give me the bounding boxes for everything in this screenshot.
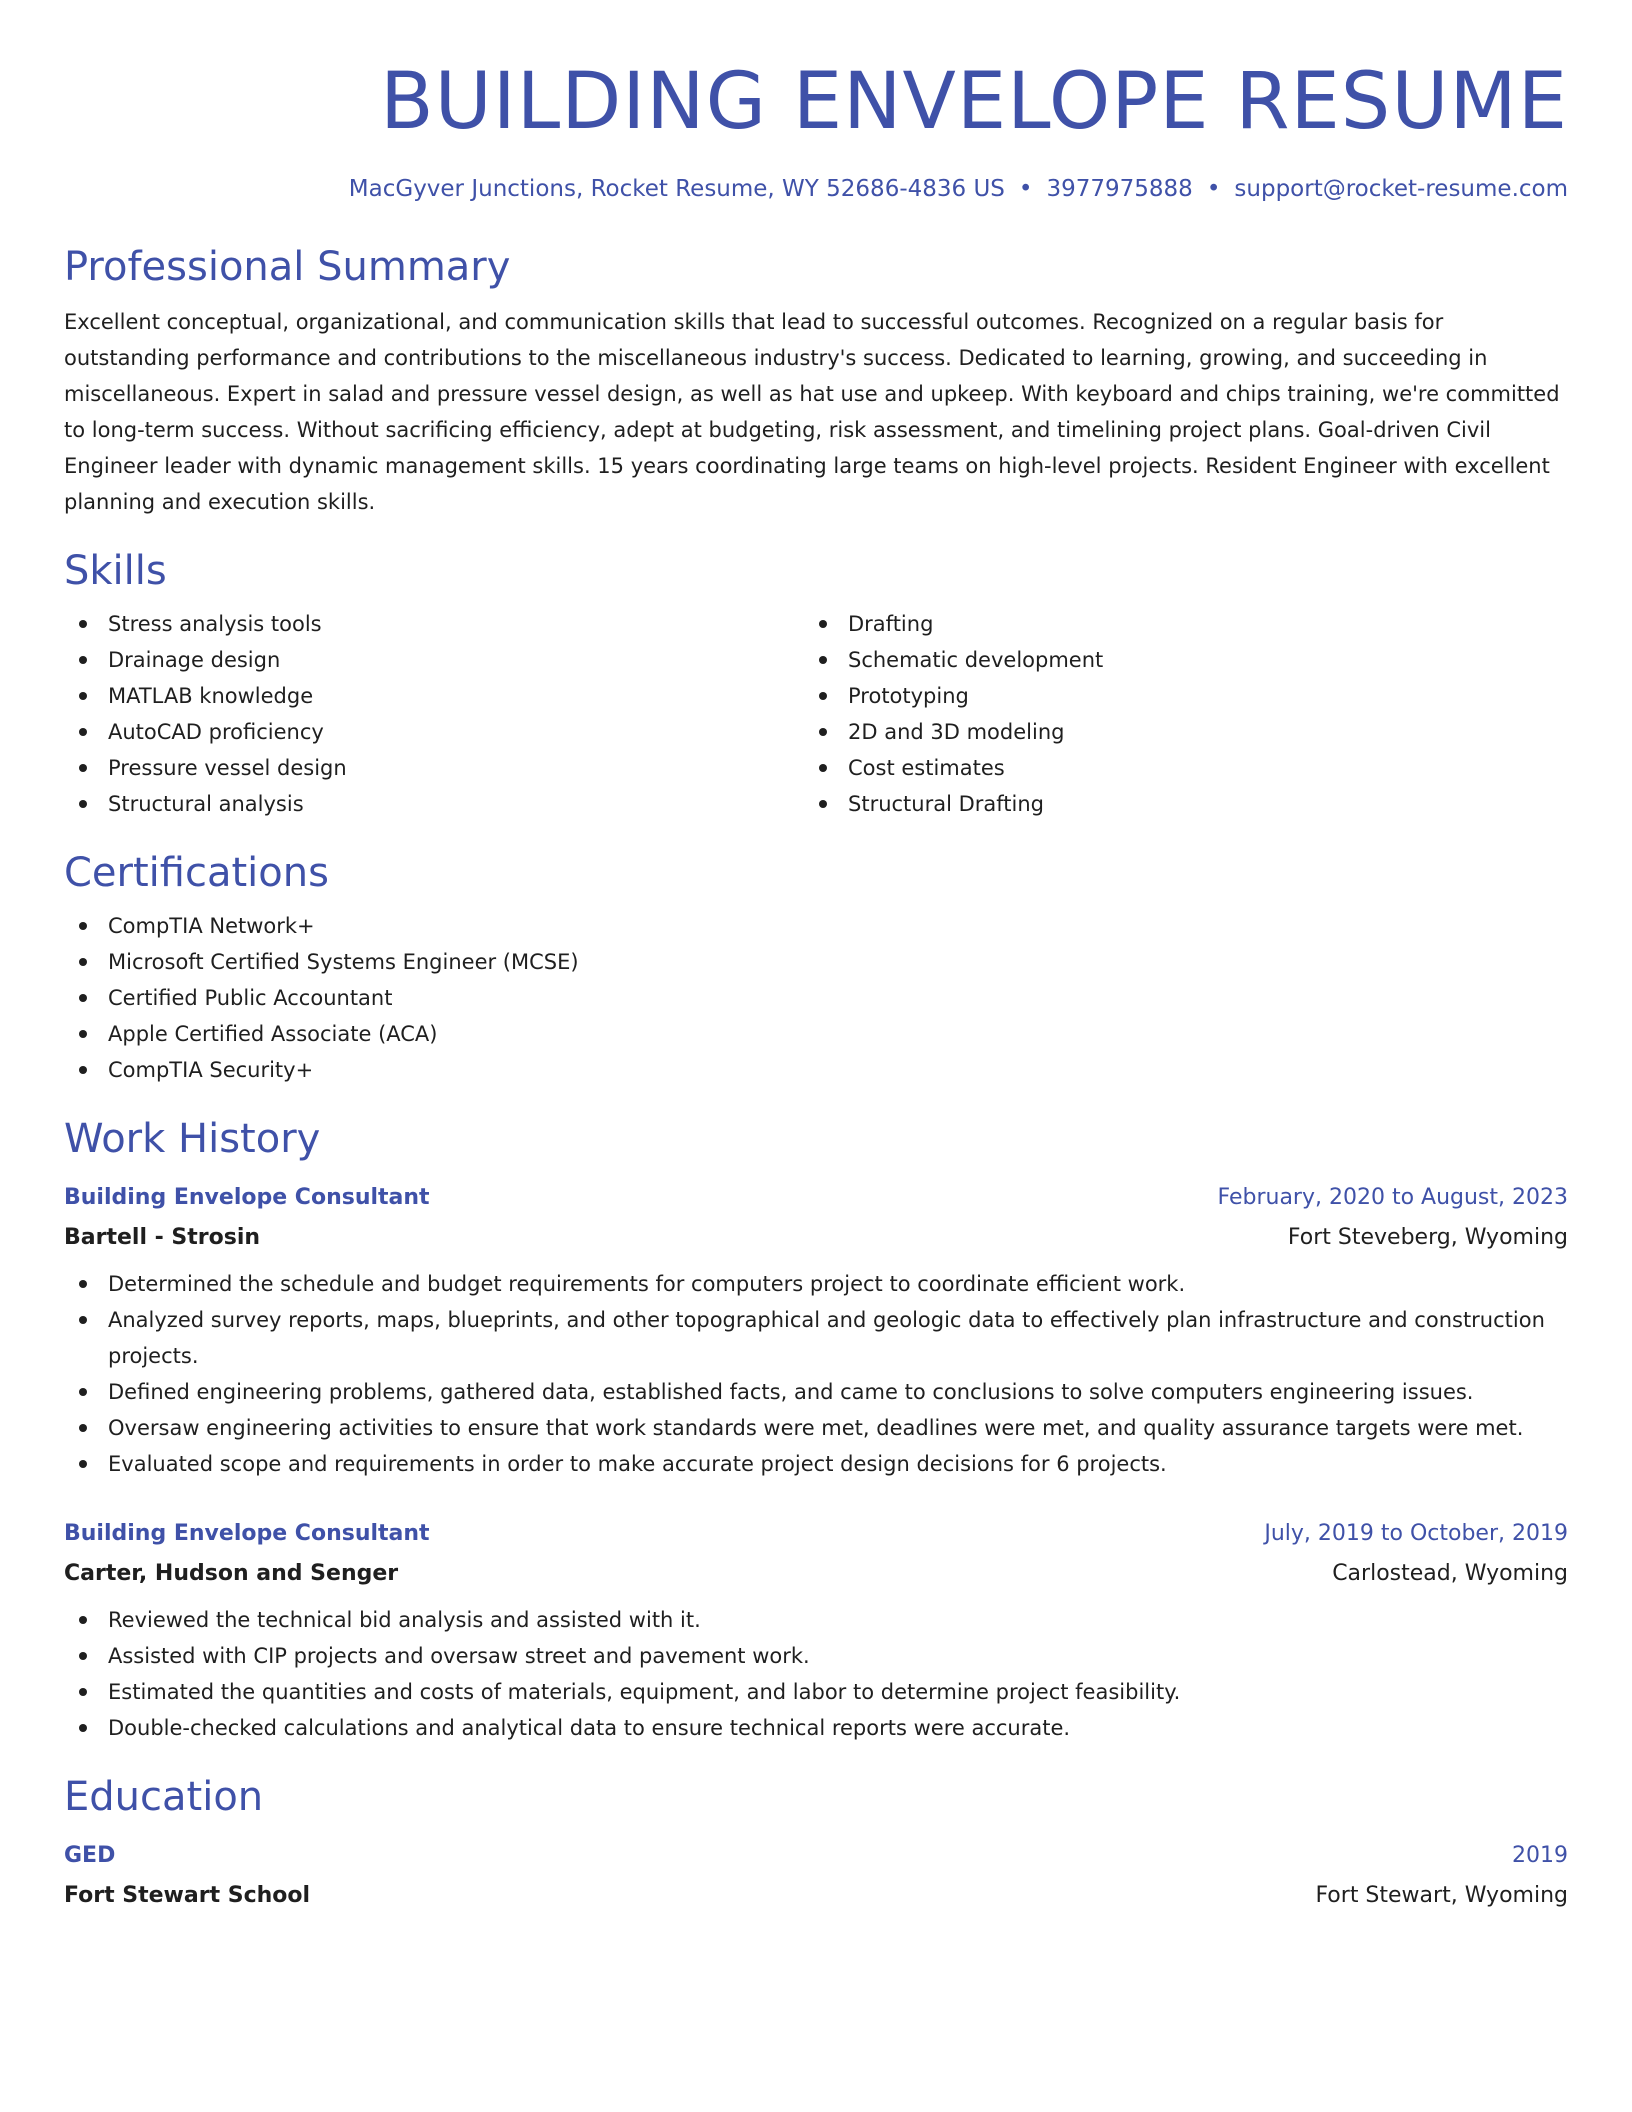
certification-item: Apple Certified Associate (ACA) <box>64 1016 1568 1052</box>
certifications-list <box>64 908 1568 1088</box>
skills-heading: Skills <box>64 548 167 594</box>
job-duty-item: Determined the schedule and budget requirements for computers project to coordinate efficient work. <box>64 1266 1568 1302</box>
job-duties-list <box>64 1602 1568 1746</box>
contact-address: MacGyver Junctions, Rocket Resume, WY 52686-4836 US <box>348 176 1005 202</box>
skill-item: 2D and 3D modeling <box>804 714 1544 750</box>
job-duty-item: Evaluated scope and requirements in order to make accurate project design decisions for 6 projects. <box>64 1446 1568 1482</box>
skill-item: Cost estimates <box>804 750 1544 786</box>
education-section <box>64 1772 1568 1916</box>
candidate-name: BUILDING ENVELOPE RESUME <box>380 57 1568 147</box>
job-dates: February, 2020 to August, 2023 <box>1217 1185 1568 1210</box>
contact-email: support@rocket-resume.com <box>1234 176 1568 202</box>
education-school: Fort Stewart School <box>64 1883 311 1908</box>
job-duty-item: Analyzed survey reports, maps, blueprints, and other topographical and geologic data to effectively plan infrastructure and construction projects. <box>64 1302 1568 1374</box>
skill-item: MATLAB knowledge <box>64 678 804 714</box>
certification-item: CompTIA Network+ <box>64 908 1568 944</box>
job-company-row <box>64 1554 1568 1594</box>
summary-heading: Professional Summary <box>64 244 511 290</box>
job-location: Carlostead, Wyoming <box>1332 1561 1568 1586</box>
job-duty-item: Oversaw engineering activities to ensure that work standards were met, deadlines were met, and quality assurance targets were met. <box>64 1410 1568 1446</box>
skill-item: Drainage design <box>64 642 804 678</box>
job-title: Building Envelope Consultant <box>64 1521 430 1546</box>
job-entry <box>64 1514 1568 1746</box>
skill-item: Stress analysis tools <box>64 606 804 642</box>
education-school-row <box>64 1876 1568 1916</box>
job-duty-item: Reviewed the technical bid analysis and assisted with it. <box>64 1602 1568 1638</box>
job-company: Carter, Hudson and Senger <box>64 1561 399 1586</box>
summary-section <box>64 242 1568 520</box>
skills-grid <box>64 606 1568 822</box>
certification-item: Microsoft Certified Systems Engineer (MCSE) <box>64 944 1568 980</box>
education-location: Fort Stewart, Wyoming <box>1315 1883 1568 1908</box>
job-company-row <box>64 1218 1568 1258</box>
education-entry <box>64 1836 1568 1916</box>
job-location: Fort Steveberg, Wyoming <box>1287 1225 1568 1250</box>
skill-item: Structural Drafting <box>804 786 1544 822</box>
work-history-heading: Work History <box>64 1116 321 1162</box>
resume-header <box>64 52 1568 202</box>
contact-separator: • <box>1206 176 1221 202</box>
job-title: Building Envelope Consultant <box>64 1185 430 1210</box>
education-heading: Education <box>64 1774 264 1820</box>
education-year: 2019 <box>1512 1843 1568 1868</box>
job-duties-list <box>64 1266 1568 1482</box>
contact-phone: 3977975888 <box>1046 176 1193 202</box>
skill-item: AutoCAD proficiency <box>64 714 804 750</box>
job-duty-item: Assisted with CIP projects and oversaw street and pavement work. <box>64 1638 1568 1674</box>
contact-separator: • <box>1018 176 1033 202</box>
certifications-section <box>64 848 1568 1088</box>
skill-item: Drafting <box>804 606 1544 642</box>
job-duty-item: Estimated the quantities and costs of materials, equipment, and labor to determine project feasibility. <box>64 1674 1568 1710</box>
skill-item: Schematic development <box>804 642 1544 678</box>
education-degree: GED <box>64 1843 116 1868</box>
certifications-heading: Certifications <box>64 850 329 896</box>
job-duty-item: Defined engineering problems, gathered data, established facts, and came to conclusions to solve computers engineering issues. <box>64 1374 1568 1410</box>
certification-item: CompTIA Security+ <box>64 1052 1568 1088</box>
job-company: Bartell - Strosin <box>64 1225 261 1250</box>
skills-list-left <box>64 606 804 822</box>
education-degree-row <box>64 1836 1568 1876</box>
job-entry <box>64 1178 1568 1482</box>
certification-item: Certified Public Accountant <box>64 980 1568 1016</box>
contact-line <box>64 176 1568 202</box>
skills-list-right <box>804 606 1544 822</box>
job-dates: July, 2019 to October, 2019 <box>1264 1521 1568 1546</box>
skills-section <box>64 546 1568 822</box>
skill-item: Pressure vessel design <box>64 750 804 786</box>
summary-text: Excellent conceptual, organizational, and communication skills that lead to successful outcomes. Recognized on a regular basis for outstanding performance and contributions to the miscellaneous industry's success. Dedicated to learning, growing, and succeeding in miscellaneous. Expert in salad and pressure vessel design, as well as hat use and upkeep. With keyboard and chips training, we're committed to long-term success. Without sacrificing efficiency, adept at budgeting, risk assessment, and timelining project plans. Goal-driven Civil Engineer leader with dynamic management skills. 15 years coordinating large teams on high-level projects. Resident Engineer with excellent planning and execution skills. <box>64 310 1560 514</box>
job-title-row <box>64 1178 1568 1218</box>
job-duty-item: Double-checked calculations and analytical data to ensure technical reports were accurate. <box>64 1710 1568 1746</box>
skill-item: Structural analysis <box>64 786 804 822</box>
job-title-row <box>64 1514 1568 1554</box>
work-history-section <box>64 1114 1568 1746</box>
skill-item: Prototyping <box>804 678 1544 714</box>
